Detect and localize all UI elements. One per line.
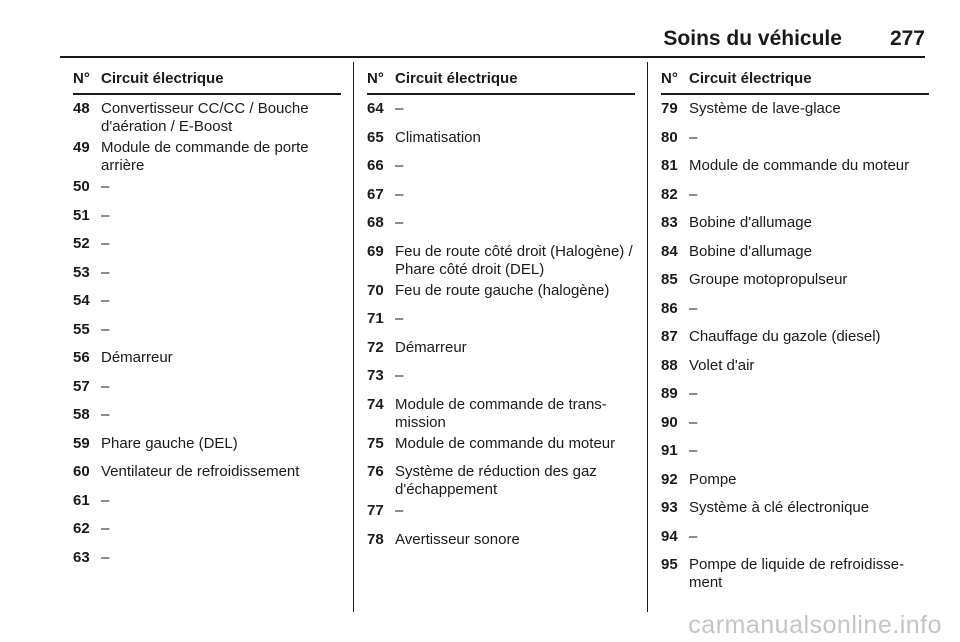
table-row	[367, 186, 635, 215]
row-description: Feu de route côté droit (Halogène) / Phare côté droit (DEL)	[395, 242, 633, 278]
row-number: 74	[367, 395, 384, 413]
table-header	[367, 64, 635, 95]
row-description: Module de commande de transmission	[395, 395, 607, 431]
table-row	[73, 492, 341, 521]
row-description: Démarreur	[395, 338, 467, 356]
table-row	[367, 100, 635, 129]
row-description: –	[101, 178, 110, 195]
table-row	[367, 310, 635, 339]
row-description: Module de commande du moteur	[689, 157, 910, 174]
row-description: Système à clé électronique	[689, 499, 870, 516]
row-description: –	[689, 442, 698, 459]
table-row	[661, 357, 929, 386]
fuse-table-column-1	[73, 64, 341, 577]
table-row	[367, 282, 635, 311]
table-row	[367, 396, 635, 435]
header-label: Circuit électrique	[395, 70, 518, 87]
row-description: Bobine d'allumage	[689, 214, 812, 231]
row-description: –	[395, 214, 404, 231]
table-row	[367, 243, 635, 282]
row-number: 66	[367, 157, 384, 174]
table-row	[73, 378, 341, 407]
column-divider	[353, 62, 354, 612]
row-description: –	[689, 185, 698, 203]
row-number: 57	[73, 377, 90, 395]
row-description: Groupe motopropulseur	[689, 271, 848, 288]
table-row	[367, 129, 635, 158]
table-row	[73, 321, 341, 350]
table-row	[661, 157, 929, 186]
table-row	[661, 186, 929, 215]
row-number: 60	[73, 463, 90, 480]
header-label: Circuit électrique	[689, 70, 812, 87]
table-row	[73, 264, 341, 293]
table-row	[367, 435, 635, 464]
row-number: 85	[661, 271, 678, 288]
page-number: 277	[889, 27, 925, 50]
row-number: 56	[73, 349, 90, 366]
row-number: 73	[367, 367, 384, 384]
row-number: 61	[73, 491, 90, 509]
row-number: 53	[73, 263, 90, 281]
row-description: Volet d'air	[689, 356, 755, 374]
row-number: 51	[73, 206, 90, 224]
table-row	[661, 300, 929, 329]
row-number: 78	[367, 530, 384, 548]
row-description: Ventilateur de refroidissement	[101, 463, 300, 480]
table-row	[367, 339, 635, 368]
row-number: 90	[661, 413, 678, 431]
row-number: 89	[661, 385, 678, 402]
row-description: –	[395, 185, 404, 203]
row-number: 88	[661, 356, 678, 374]
header-label: Circuit électrique	[101, 70, 224, 87]
row-description: Système de lave-glace	[689, 100, 841, 117]
table-row	[661, 243, 929, 272]
table-row	[73, 435, 341, 464]
row-description: –	[395, 367, 404, 384]
row-number: 70	[367, 281, 384, 299]
row-number: 69	[367, 242, 384, 260]
row-description: Système de réduction des gaz d'échappement	[395, 463, 597, 498]
header-number: N°	[73, 70, 90, 87]
row-description: –	[101, 292, 110, 309]
table-row	[73, 406, 341, 435]
table-row	[73, 549, 341, 578]
table-row	[367, 463, 635, 502]
row-description: –	[689, 385, 698, 402]
table-row	[661, 414, 929, 443]
row-number: 86	[661, 299, 678, 317]
table-row	[73, 463, 341, 492]
row-number: 84	[661, 242, 678, 260]
row-description: Pompe	[689, 470, 737, 488]
row-number: 91	[661, 442, 678, 459]
row-description: –	[101, 206, 110, 224]
row-description: –	[395, 157, 404, 174]
header-number: N°	[367, 70, 384, 87]
row-number: 59	[73, 434, 90, 452]
table-row	[661, 528, 929, 557]
row-number: 64	[367, 100, 384, 117]
row-description: –	[395, 502, 404, 519]
row-description: –	[689, 299, 698, 317]
row-description: –	[101, 235, 110, 252]
row-description: –	[689, 128, 698, 146]
table-row	[73, 100, 341, 139]
row-number: 62	[73, 520, 90, 537]
row-number: 58	[73, 406, 90, 423]
row-description: Climatisation	[395, 128, 481, 146]
row-number: 79	[661, 100, 678, 117]
row-description: –	[689, 413, 698, 431]
row-description: Avertisseur sonore	[395, 530, 520, 548]
row-number: 55	[73, 320, 90, 338]
row-number: 75	[367, 434, 384, 452]
table-row	[661, 271, 929, 300]
row-number: 87	[661, 328, 678, 345]
row-number: 77	[367, 502, 384, 519]
row-number: 71	[367, 310, 384, 327]
row-description: Pompe de liquide de refroidissement	[689, 556, 905, 591]
row-number: 68	[367, 214, 384, 231]
table-row	[661, 129, 929, 158]
row-number: 67	[367, 185, 384, 203]
row-number: 81	[661, 157, 678, 174]
row-number: 72	[367, 338, 384, 356]
row-number: 94	[661, 527, 678, 545]
row-number: 49	[73, 139, 90, 156]
table-row	[367, 157, 635, 186]
table-row	[73, 235, 341, 264]
table-body	[661, 100, 929, 595]
fuse-table-column-3	[661, 64, 929, 595]
page-header	[60, 22, 925, 58]
row-description: Module de commande de porte arrière	[101, 139, 309, 174]
row-description: Feu de route gauche (halogène)	[395, 281, 610, 299]
row-number: 63	[73, 548, 90, 566]
row-description: –	[101, 406, 110, 423]
table-row	[367, 502, 635, 531]
row-description: –	[101, 520, 110, 537]
table-header	[661, 64, 929, 95]
table-body	[367, 100, 635, 559]
table-row	[661, 556, 929, 595]
row-number: 92	[661, 470, 678, 488]
row-number: 93	[661, 499, 678, 516]
row-description: Chauffage du gazole (diesel)	[689, 328, 881, 345]
watermark: carmanualsonline.info	[688, 611, 942, 639]
row-description: Phare gauche (DEL)	[101, 434, 238, 452]
table-row	[661, 385, 929, 414]
row-description: Module de commande du moteur	[395, 434, 616, 452]
table-row	[73, 139, 341, 178]
page-title: Soins du véhicule	[663, 27, 842, 50]
row-number: 54	[73, 292, 90, 309]
table-row	[73, 178, 341, 207]
table-row	[73, 520, 341, 549]
table-row	[661, 471, 929, 500]
row-description: Bobine d'allumage	[689, 242, 812, 260]
row-description: –	[101, 377, 110, 395]
table-row	[661, 214, 929, 243]
table-row	[73, 207, 341, 236]
table-header	[73, 64, 341, 95]
row-description: –	[395, 100, 404, 117]
row-description: Démarreur	[101, 349, 173, 366]
row-number: 82	[661, 185, 678, 203]
table-row	[367, 214, 635, 243]
row-description: Convertisseur CC/CC / Bouche d'aération / E-Boost	[101, 100, 309, 135]
row-description: –	[101, 491, 110, 509]
table-body	[73, 100, 341, 577]
fuse-table-column-2	[367, 64, 635, 559]
column-divider	[647, 62, 648, 612]
row-description: –	[101, 548, 110, 566]
table-row	[73, 292, 341, 321]
table-row	[661, 499, 929, 528]
row-number: 48	[73, 100, 90, 117]
table-row	[367, 531, 635, 560]
table-row	[661, 442, 929, 471]
row-description: –	[101, 320, 110, 338]
row-number: 80	[661, 128, 678, 146]
row-number: 83	[661, 214, 678, 231]
row-description: –	[395, 310, 404, 327]
row-number: 52	[73, 235, 90, 252]
row-number: 65	[367, 128, 384, 146]
table-row	[367, 367, 635, 396]
row-description: –	[101, 263, 110, 281]
table-row	[661, 328, 929, 357]
table-row	[661, 100, 929, 129]
header-number: N°	[661, 70, 678, 87]
table-row	[73, 349, 341, 378]
row-number: 76	[367, 463, 384, 480]
row-number: 95	[661, 556, 678, 573]
row-number: 50	[73, 178, 90, 195]
row-description: –	[689, 527, 698, 545]
